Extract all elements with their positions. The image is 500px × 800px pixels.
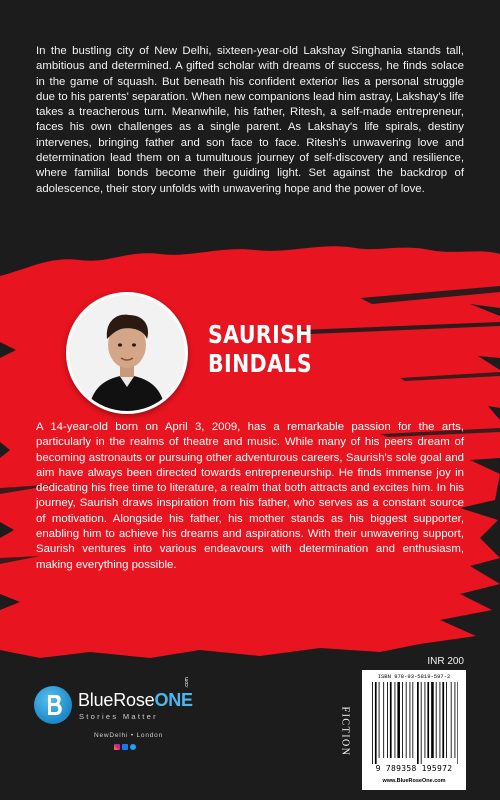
price-label: INR 200	[427, 656, 464, 667]
barcode-bar	[372, 682, 373, 764]
barcode-bar	[436, 682, 437, 758]
barcode-box	[362, 670, 466, 790]
brand-main-text: BlueRose	[78, 690, 155, 710]
brand-accent-text: ONE	[154, 690, 193, 710]
barcode-bar	[431, 682, 434, 758]
barcode-bar	[427, 682, 429, 758]
instagram-icon	[114, 744, 120, 750]
author-bio: A 14-year-old born on April 3, 2009, has a remarkable passion for the arts, particularly in the realms of theatre and music. While many of his peers dream of becoming astronauts or pursuing other adventurous careers, Saurish's sole goal and aim have always been directed towards entrepreneurship. He finds immense joy in dedicating his free time to literature, a realm that both attracts and excites him. In his journey, Saurish draws inspiration from his father, who serves as a constant source of motivation. Alongside his father, his mother stands as his biggest supporter, enabling him to achieve his dreams and aspirations. With their unwavering support, Saurish ventures into various endeavours with determination and enthusiasm, making everything possible.	[36, 421, 464, 571]
facebook-icon	[122, 744, 128, 750]
publisher-tagline: Stories Matter	[79, 712, 158, 721]
author-last-name: BINDALS	[208, 349, 312, 378]
barcode-bar	[425, 682, 426, 758]
barcode-bar	[442, 682, 444, 758]
barcode-bar	[390, 682, 392, 758]
barcode-bar	[451, 682, 452, 758]
barcode-bar	[455, 682, 456, 758]
barcode-bar	[440, 682, 441, 758]
brand-suffix: .com	[184, 677, 190, 688]
barcode-bar	[417, 682, 419, 764]
barcode-bar	[402, 682, 403, 758]
book-synopsis: In the bustling city of New Delhi, sixteen-year-old Lakshay Singhania stands tall, ambitious and determined. A gifted scholar with dreams of success, he finds solace in the game of squash. But beneath his confident exterior lies a personal struggle due to his parents' separation. When new companions lead him astray, Lakshay's life takes a treacherous turn. Meanwhile, his father, Ritesh, a self-made entrepreneur, faces his own challenges as a single parent. As Lakshay's life spirals, destiny intervenes, bringing father and son face to face. Ritesh's unwavering love and determination lead them on a tumultuous journey of self-discovery and resilience, where familial bonds become their guiding light. Set against the backdrop of adolescence, their story unfolds with unwavering hope and the power of love.	[36, 45, 464, 195]
barcode-bar	[457, 682, 458, 764]
barcode-bars	[370, 682, 458, 764]
publisher-website: www.BlueRoseOne.com	[382, 778, 446, 784]
isbn-text: ISBN 978-93-5819-597-2	[377, 673, 451, 680]
publisher-cities: NewDelhi • London	[94, 732, 163, 739]
barcode-bar	[406, 682, 407, 758]
barcode-bar	[410, 682, 411, 758]
barcode-bar	[375, 682, 377, 764]
genre-label	[338, 686, 352, 776]
barcode-bar	[383, 682, 384, 758]
author-photo	[66, 292, 188, 414]
twitter-icon	[130, 744, 136, 750]
bluerose-logo-icon	[34, 686, 72, 724]
barcode-digits: 9 789358 195972	[375, 764, 453, 773]
barcode-bar	[412, 682, 413, 758]
barcode-bar	[387, 682, 388, 758]
barcode-bar	[397, 682, 400, 758]
author-name	[208, 320, 313, 378]
barcode-bar	[395, 682, 396, 758]
publisher-logo	[34, 677, 244, 782]
publisher-brand	[78, 690, 193, 711]
genre-text: FICTION	[339, 706, 351, 756]
author-first-name: SAURISH	[208, 320, 313, 349]
barcode-bar	[421, 682, 422, 764]
barcode-bar	[379, 682, 380, 758]
barcode-bar	[446, 682, 447, 758]
social-icons	[114, 744, 136, 750]
